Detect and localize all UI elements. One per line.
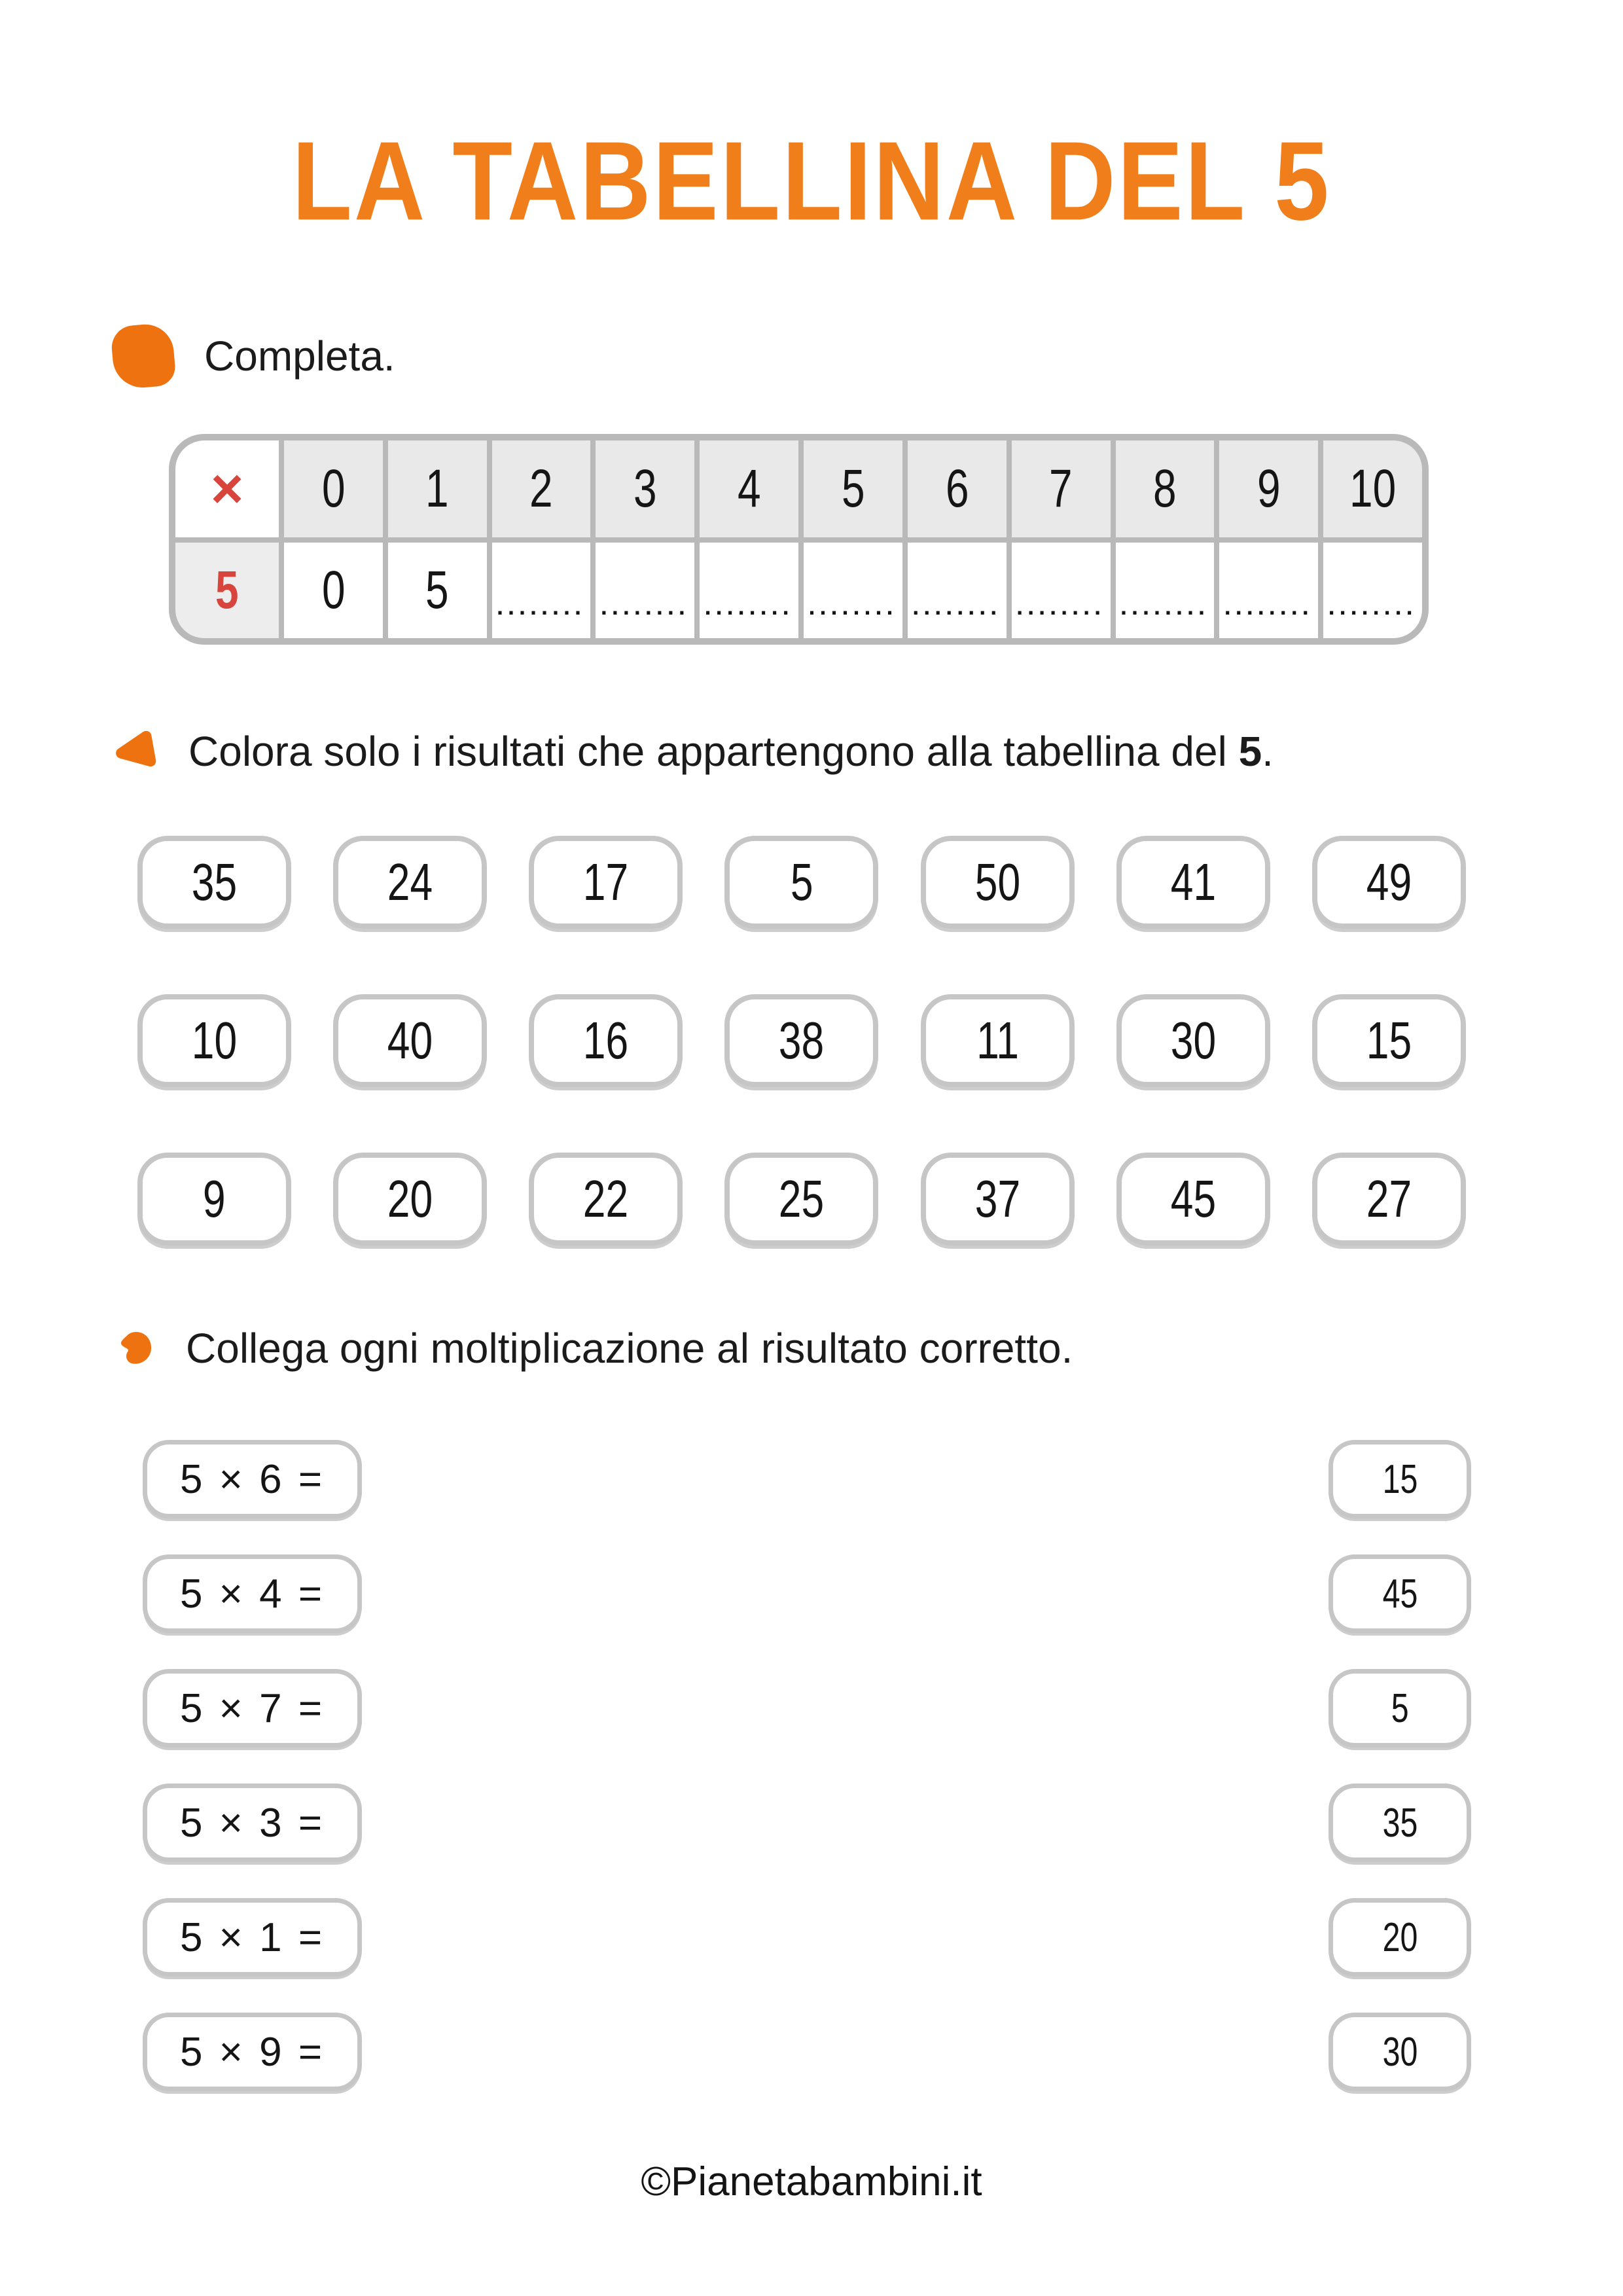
table-header-cell: 4 [700,440,798,537]
color-row [137,994,1466,1087]
result-box[interactable]: 5 [1329,1669,1471,1748]
result-box[interactable]: 15 [1329,1440,1471,1518]
color-number-box[interactable]: 22 [529,1153,683,1246]
color-number-box[interactable]: 11 [921,994,1075,1087]
color-number-box[interactable]: 24 [333,836,487,929]
table-header-cell: 2 [492,440,591,537]
table-header-cell: 3 [596,440,694,537]
section-collega-label: Collega ogni moltiplicazione al risultato corretto. [186,1325,1073,1372]
multiplication-box[interactable]: 5 × 6 = [143,1440,362,1518]
table-header-cell: 7 [1012,440,1111,537]
color-number-box[interactable]: 45 [1116,1153,1270,1246]
color-row [137,836,1466,929]
multiplication-box[interactable]: 5 × 1 = [143,1898,362,1977]
color-number-grid [137,836,1466,1246]
color-number-box[interactable]: 25 [724,1153,878,1246]
color-number-box[interactable]: 10 [137,994,291,1087]
table-header-cell: 1 [388,440,487,537]
page-title: LA TABELLINA DEL 5 [292,118,1331,243]
color-number-box[interactable]: 38 [724,994,878,1087]
color-number-box[interactable]: 16 [529,994,683,1087]
orange-blob-square-icon [110,322,177,390]
color-number-box[interactable]: 5 [724,836,878,929]
orange-bean-icon [113,1325,156,1371]
table-answer-cell[interactable]: ........ [1219,543,1318,638]
color-number-box[interactable]: 50 [921,836,1075,929]
section-collega-heading [113,1317,1073,1380]
table-header-cell: 0 [284,440,383,537]
color-number-box[interactable]: 49 [1312,836,1466,929]
multiplication-box[interactable]: 5 × 9 = [143,2013,362,2091]
table-answer-cell[interactable]: ........ [596,543,694,638]
result-box[interactable]: 30 [1329,2013,1471,2091]
table-answer-cell[interactable]: ........ [492,543,591,638]
color-number-box[interactable]: 15 [1312,994,1466,1087]
table-answer-cell[interactable]: ........ [908,543,1007,638]
table-answer-cell[interactable]: ........ [1323,543,1422,638]
color-number-box[interactable]: 35 [137,836,291,929]
table-answer-cell[interactable]: ........ [1012,543,1111,638]
color-number-box[interactable]: 20 [333,1153,487,1246]
multiplication-box[interactable]: 5 × 7 = [143,1669,362,1748]
color-number-box[interactable]: 9 [137,1153,291,1246]
table-filled-cell: 0 [284,543,383,638]
table-header-cell: 8 [1116,440,1215,537]
table-answer-cell[interactable]: ........ [700,543,798,638]
section-colora-label: Colora solo i risultati che appartengono alla tabellina del 5. [188,728,1274,775]
table-header-cell: 6 [908,440,1007,537]
color-number-box[interactable]: 41 [1116,836,1270,929]
multiplication-box[interactable]: 5 × 4 = [143,1554,362,1633]
color-number-box[interactable]: 30 [1116,994,1270,1087]
color-number-box[interactable]: 40 [333,994,487,1087]
table-operator-cell: × [175,440,279,537]
table-header-cell: 9 [1219,440,1318,537]
table-row-label: 5 [175,543,279,638]
result-box[interactable]: 20 [1329,1898,1471,1977]
section-completa-heading [113,318,395,394]
result-box[interactable]: 35 [1329,1784,1471,1862]
footer-credit: ©Pianetabambini.it [641,2159,982,2204]
table-header-cell: 10 [1323,440,1422,537]
color-number-box[interactable]: 17 [529,836,683,929]
color-row [137,1153,1466,1246]
color-number-box[interactable]: 27 [1312,1153,1466,1246]
multiplication-column [143,1440,362,2091]
multiplication-box[interactable]: 5 × 3 = [143,1784,362,1862]
result-column [1329,1440,1471,2091]
table-filled-cell: 5 [388,543,487,638]
section-colora-heading [113,720,1274,783]
table-answer-cell[interactable]: ........ [804,543,902,638]
color-number-box[interactable]: 37 [921,1153,1075,1246]
table-header-cell: 5 [804,440,902,537]
orange-triangle-icon [113,729,158,774]
section-completa-label: Completa. [204,332,395,380]
multiplication-table [169,434,1429,645]
result-box[interactable]: 45 [1329,1554,1471,1633]
table-answer-cell[interactable]: ........ [1116,543,1215,638]
